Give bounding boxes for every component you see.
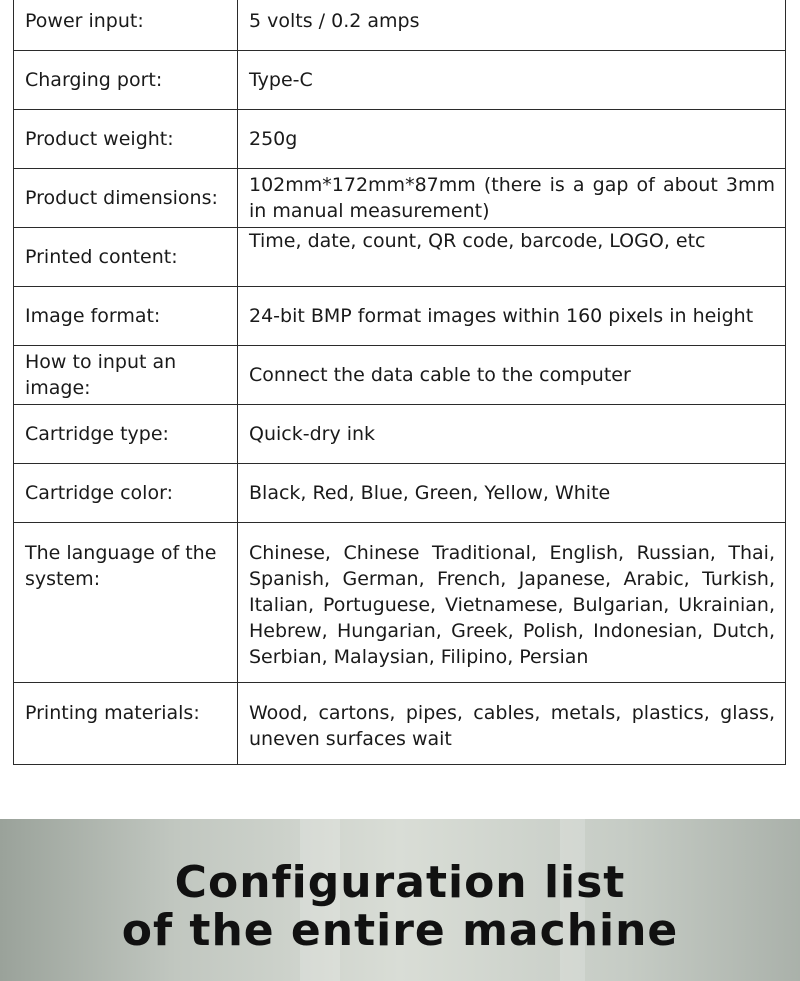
spec-value: Black, Red, Blue, Green, Yellow, White <box>238 464 786 523</box>
spec-row-charging-port <box>14 51 786 110</box>
spec-row-printed-content <box>14 228 786 287</box>
spec-table <box>13 0 786 765</box>
spec-value: Time, date, count, QR code, barcode, LOGO, etc <box>238 228 786 287</box>
spec-value: 250g <box>238 110 786 169</box>
spec-value: Chinese, Chinese Traditional, English, Russian, Thai, Spanish, German, French, Japanese, Arabic, Turkish, Italian, Portuguese, Vietnamese, Bulgarian, Ukrainian, Hebrew, Hungarian, Greek, Polish, Indonesian, Dutch, Serbian, Malaysian, Filipino, Persian <box>238 523 786 683</box>
configuration-banner <box>0 819 800 981</box>
spec-label: Product dimensions: <box>14 169 238 228</box>
spec-label: Power input: <box>14 0 238 51</box>
spec-row-product-dimensions <box>14 169 786 228</box>
spec-label: Cartridge color: <box>14 464 238 523</box>
spec-row-image-input <box>14 346 786 405</box>
spec-label: Cartridge type: <box>14 405 238 464</box>
spec-label: Charging port: <box>14 51 238 110</box>
banner-title-line-1: Configuration list <box>174 857 626 908</box>
spec-label: Printed content: <box>14 228 238 287</box>
banner-title-line-2: of the entire machine <box>121 905 679 956</box>
spec-value: Quick-dry ink <box>238 405 786 464</box>
spec-row-system-language <box>14 523 786 683</box>
spec-value: 24-bit BMP format images within 160 pixels in height <box>238 287 786 346</box>
spec-label: How to input an image: <box>14 346 238 405</box>
spec-value: Wood, cartons, pipes, cables, metals, plastics, glass, uneven surfaces wait <box>238 683 786 765</box>
spec-row-product-weight <box>14 110 786 169</box>
spec-label: The language of the system: <box>14 523 238 683</box>
spec-row-printing-materials <box>14 683 786 765</box>
spec-label: Image format: <box>14 287 238 346</box>
spec-label: Product weight: <box>14 110 238 169</box>
spec-value: 5 volts / 0.2 amps <box>238 0 786 51</box>
spec-row-cartridge-color <box>14 464 786 523</box>
spec-row-power-input <box>14 0 786 51</box>
spec-value: Type-C <box>238 51 786 110</box>
spec-row-cartridge-type <box>14 405 786 464</box>
spec-value: 102mm*172mm*87mm (there is a gap of about 3mm in manual measurement) <box>238 169 786 228</box>
spec-row-image-format <box>14 287 786 346</box>
spec-label: Printing materials: <box>14 683 238 765</box>
spec-value: Connect the data cable to the computer <box>238 346 786 405</box>
